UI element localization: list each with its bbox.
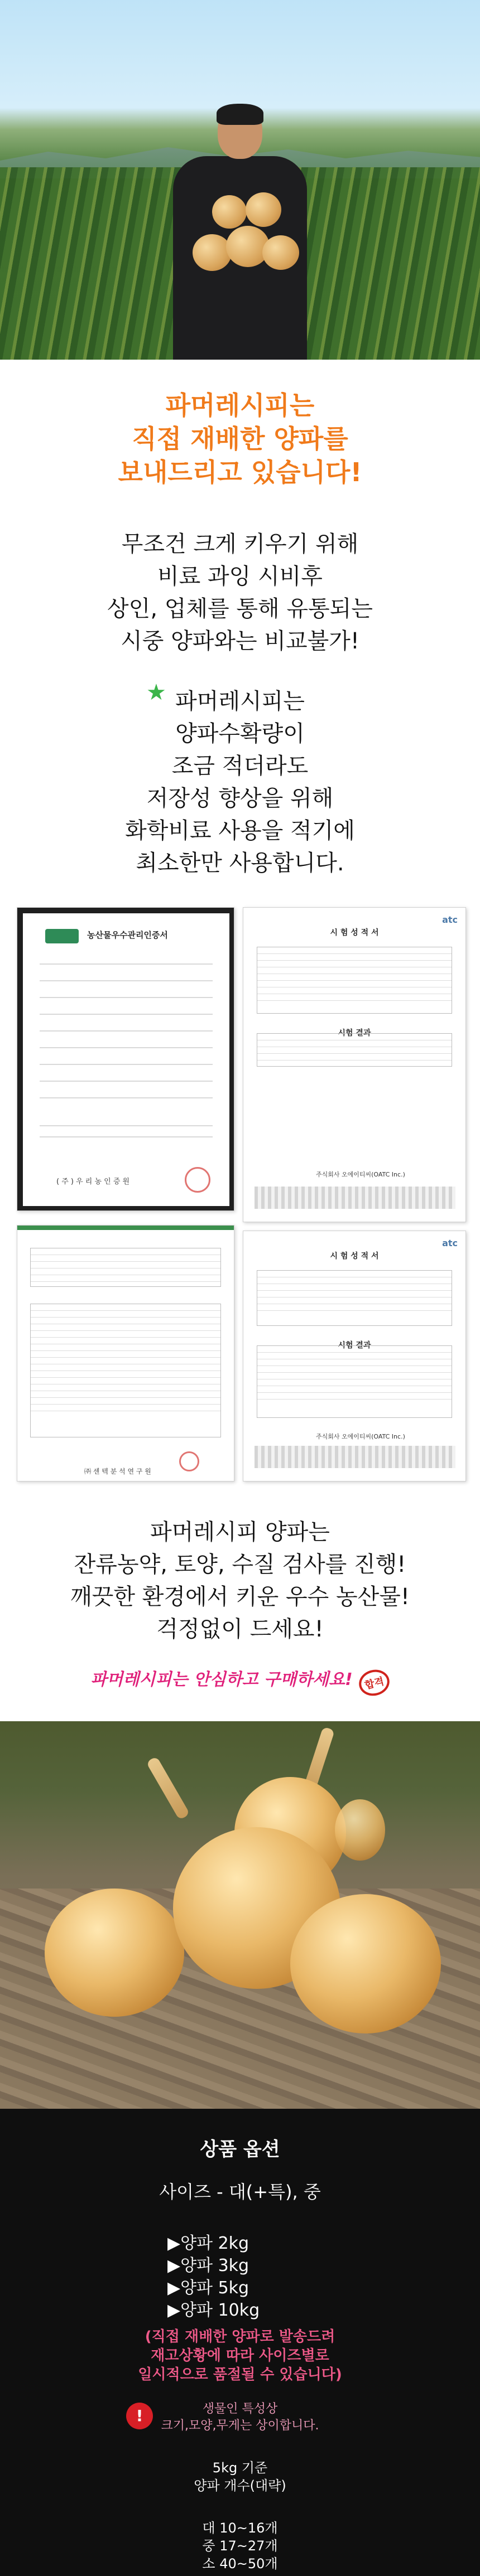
count-basis (0, 2459, 480, 2495)
analysis-report (17, 1225, 234, 1481)
options-list (156, 2233, 324, 2322)
compare-line-3: 상인, 업체를 통해 유통되는 (107, 596, 373, 622)
lap-logo (45, 929, 79, 943)
options-title: 상품 옵션 (200, 2138, 280, 2161)
compare-section (0, 489, 480, 657)
test-report-2-title: 시 험 성 적 서 (330, 1252, 379, 1261)
variance-line-2: 크기,모양,무게는 상이합니다. (161, 2418, 319, 2433)
option-item: ▶양파 3kg (167, 2255, 249, 2275)
onion-counts (0, 2519, 480, 2573)
yield-line-4: 저장성 향상을 위해 (146, 786, 334, 811)
test-report-1-title: 시 험 성 적 서 (330, 928, 379, 937)
atc-logo: atc (442, 914, 458, 925)
basis-line-1: 5kg 기준 (212, 2459, 268, 2476)
test-report-2 (243, 1231, 466, 1481)
yield-line-5: 화학비료 사용을 적기에 (125, 818, 355, 844)
lap-stamp (185, 1167, 210, 1193)
variance-line-1: 생물인 특성상 (202, 2401, 278, 2416)
analysis-report-issuer: ㈜ 센 텍 분 석 연 구 원 (84, 1468, 151, 1475)
yield-line-1: 파머레시피는 (175, 689, 305, 714)
test-report-1 (243, 907, 466, 1222)
pass-stamp: 합격 (356, 1667, 392, 1699)
count-large: 대 10~16개 (202, 2520, 278, 2536)
safety-tagline: 파머레시피는 안심하고 구매하세요! (90, 1670, 353, 1689)
test-report-1-issuer: 주식회사 오에이티씨(OATC Inc.) (316, 1171, 405, 1178)
count-medium: 중 17~27개 (202, 2538, 278, 2554)
yield-section (0, 657, 480, 879)
atc-logo-2: atc (442, 1238, 458, 1248)
compare-line-2: 비료 과잉 시비후 (157, 564, 323, 589)
intro-line-1: 파머레시피는 (165, 390, 315, 420)
stock-notice-line-1: (직접 재배한 양파로 발송드려 (145, 2328, 335, 2345)
compare-line-1: 무조건 크게 키우기 위해 (121, 531, 359, 557)
test-report-1-result: 시험 결과 (338, 1029, 371, 1038)
safety-tagline-row (0, 1665, 480, 1696)
safety-section (0, 1487, 480, 1696)
safety-line-3: 깨끗한 환경에서 키운 우수 농산물! (70, 1584, 410, 1610)
stock-notice-line-3: 일시적으로 품절될 수 있습니다) (138, 2366, 342, 2383)
variance-notice (0, 2401, 480, 2434)
basis-line-2: 양파 개수(대략) (194, 2477, 286, 2493)
yield-line-6: 최소한만 사용합니다. (136, 850, 344, 876)
onion-photo (0, 1721, 480, 2109)
compare-line-4: 시중 양파와는 비교불가! (121, 628, 359, 654)
star-icon: ★ (146, 680, 166, 705)
option-item: ▶양파 10kg (167, 2300, 260, 2320)
test-report-2-issuer: 주식회사 오에이티씨(OATC Inc.) (316, 1433, 405, 1440)
certificates-section (0, 907, 480, 1487)
test-report-2-result: 시험 결과 (338, 1341, 371, 1350)
count-small: 소 40~50개 (202, 2555, 278, 2572)
safety-line-2: 잔류농약, 토양, 수질 검사를 진행! (74, 1552, 406, 1577)
yield-line-3: 조금 적더라도 (171, 753, 309, 779)
safety-line-1: 파머레시피 양파는 (150, 1519, 330, 1545)
stock-notice-line-2: 재고상황에 따라 사이즈별로 (151, 2347, 329, 2364)
intro-section (0, 360, 480, 489)
intro-line-3: 보내드리고 있습니다! (118, 457, 362, 487)
lap-certificate-title: 농산물우수관리인증서 (87, 930, 168, 940)
notice-icon: ! (126, 2403, 153, 2429)
hero-farmer-photo (0, 0, 480, 360)
options-size: 사이즈 - 대(+특), 중 (159, 2181, 321, 2202)
lap-certificate (17, 907, 234, 1211)
safety-line-4: 걱정없이 드세요! (156, 1616, 324, 1642)
intro-line-2: 직접 재배한 양파를 (132, 424, 348, 454)
option-item: ▶양파 2kg (167, 2233, 249, 2253)
product-options-section (0, 2109, 480, 2576)
lap-issuer: ( 주 ) 우 리 농 인 증 원 (56, 1178, 130, 1186)
stock-notice (0, 2327, 480, 2384)
option-item: ▶양파 5kg (167, 2278, 249, 2298)
farmer-figure (167, 106, 313, 360)
yield-line-2: 양파수확량이 (175, 721, 305, 747)
